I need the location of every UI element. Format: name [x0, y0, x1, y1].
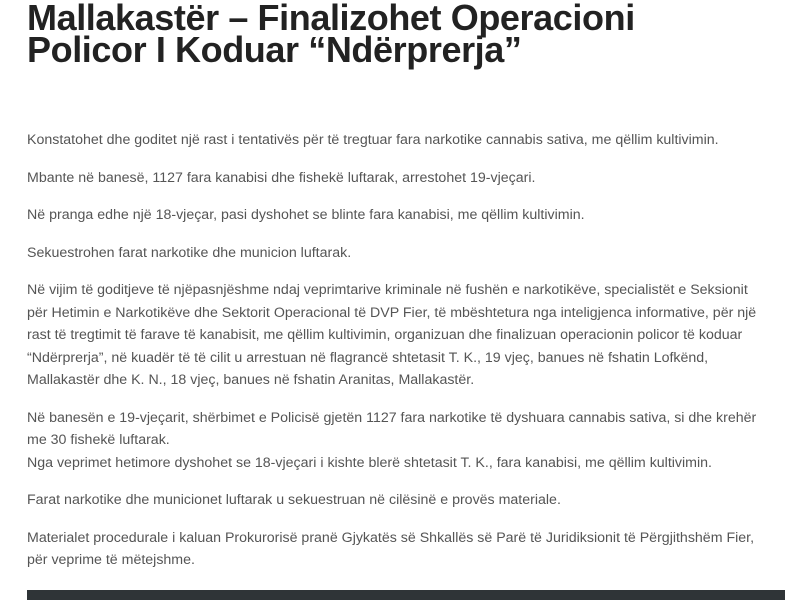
article-title-line: Mallakastër – Finalizohet Operacioni — [27, 0, 635, 38]
paragraph-line: Në pranga edhe një 18-vjeçar, pasi dyshohet se blinte fara kanabisi, me qëllim kultivimin. — [27, 207, 585, 223]
article-title — [27, 0, 787, 70]
paragraph-line: Në vijim të goditjeve të njëpasnjëshme ndaj veprimtarive kriminale në fushën e narkotikëve, specialistët e Seksionit — [27, 282, 748, 298]
paragraph-line: Konstatohet dhe goditet një rast i tentativës për të tregtuar fara narkotike cannabis sativa, me qëllim kultivimin. — [27, 132, 719, 148]
paragraph — [27, 204, 782, 227]
paragraph-line: Farat narkotike dhe municionet luftarak u sekuestruan në cilësinë e provës materiale. — [27, 492, 561, 508]
paragraph-line: për veprime të mëtejshme. — [27, 552, 195, 568]
paragraph-line: Materialet procedurale i kaluan Prokurorisë pranë Gjykatës së Shkallës së Parë të Juridiksionit të Përgjithshëm Fier, — [27, 529, 755, 546]
paragraph — [27, 167, 782, 190]
paragraph — [27, 242, 782, 265]
paragraph — [27, 407, 782, 475]
paragraph — [27, 279, 782, 392]
paragraph — [27, 129, 782, 152]
paragraph — [27, 489, 782, 512]
article-body — [27, 129, 782, 587]
paragraph-line: me 30 fishekë luftarak. — [27, 432, 170, 448]
paragraph-line: rast të tregtimit të farave të kanabisit, me qëllim kultivimin, organizuan dhe finalizuan operacionin policor të koduar — [27, 327, 743, 343]
paragraph — [27, 527, 782, 572]
paragraph-line: “Ndërprerja”, në kuadër të të cilit u arrestuan në flagrancë shtetasit T. K., 19 vjeç, banues në fshatin Lofkënd, — [27, 349, 709, 366]
paragraph-line: Mallakastër dhe K. N., 18 vjeç, banues në fshatin Aranitas, Mallakastër. — [27, 372, 475, 388]
paragraph-line: për Hetimin e Narkotikëve dhe Sektorit Operacional të DVP Fier, të mbështetura nga inteligjenca informative, për një — [27, 304, 757, 321]
paragraph-line: Në banesën e 19-vjeçarit, shërbimet e Policisë gjetën 1127 fara narkotike të dyshuara cannabis sativa, si dhe krehër — [27, 409, 757, 426]
paragraph-line: Sekuestrohen farat narkotike dhe municion luftarak. — [27, 244, 352, 261]
article-image — [27, 590, 785, 600]
paragraph-line: Mbante në banesë, 1127 fara kanabisi dhe fishekë luftarak, arrestohet 19-vjeçari. — [27, 169, 536, 186]
paragraph-line: Nga veprimet hetimore dyshohet se 18-vjeçari i kishte blerë shtetasit T. K., fara kanabisi, me qëllim kultivimin. — [27, 454, 712, 471]
article-title-line: Policor I Koduar “Ndërprerja” — [27, 29, 522, 70]
